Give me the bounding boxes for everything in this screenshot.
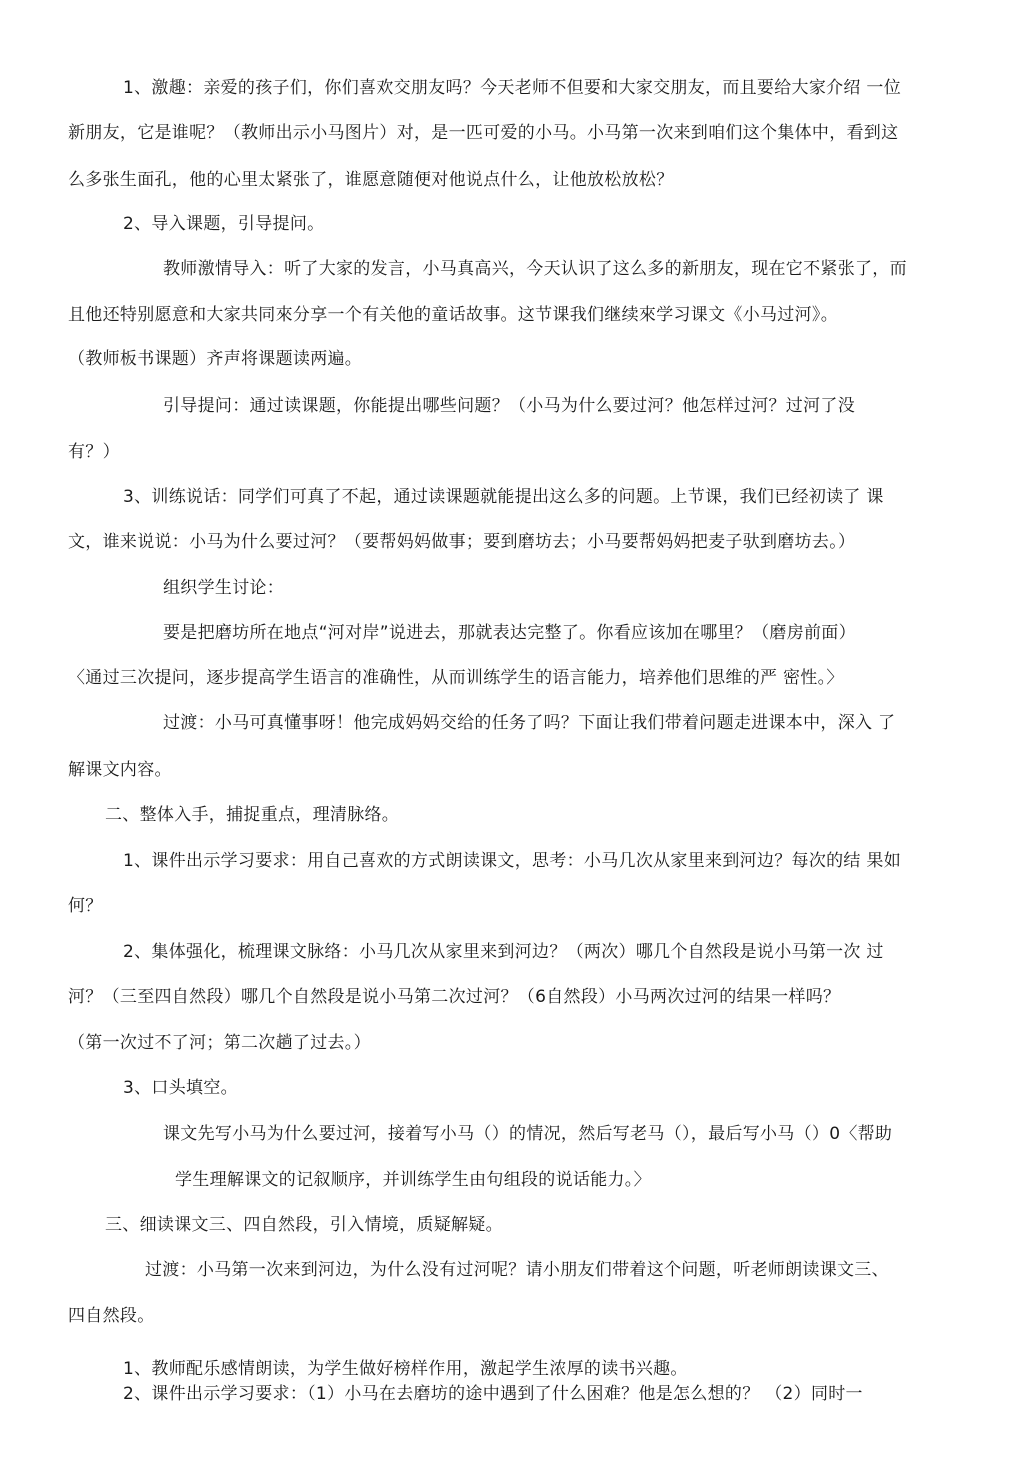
text-line: 过渡：小马第一次来到河边，为什么没有过河呢？请小朋友们带着这个问题，听老师朗读课文三、 [145,1260,889,1280]
text-line: 有？） [68,442,120,462]
text-line: 且他还特别愿意和大家共同來分享一个有关他的童话故事。这节课我们继续來学习课文《小马过河》。 [68,305,838,325]
text-line: 河？（三至四自然段）哪几个自然段是说小马第二次过河？（6自然段）小马两次过河的结果一样吗？ [68,987,841,1007]
text-line: 四自然段。 [68,1306,155,1326]
text-line: 组织学生讨论： [163,578,285,598]
section-heading: 二、整体入手，捕捉重点，理清脉络。 [105,805,400,825]
text-line: 〈通过三次提问，逐步提高学生语言的准确性，从而训练学生的语言能力，培养他们思维的严 密性。〉 [68,668,844,688]
text-line: （教师板书课题）齐声将课题读两遍。 [68,349,363,369]
text-line: 要是把磨坊所在地点“河对岸”说进去，那就表达完整了。你看应该加在哪里？（磨房前面） [163,623,856,643]
text-line: 学生理解课文的记叙顺序，并训练学生由句组段的说话能力。〉 [175,1170,651,1190]
section-heading: 三、细读课文三、四自然段，引入情境，质疑解疑。 [105,1215,503,1235]
text-line: 课文先写小马为什么要过河，接着写小马（）的情况，然后写老马（），最后写小马（）0〈帮助 [163,1124,893,1144]
text-line: 2、课件出示学习要求：（1）小马在去磨坊的途中遇到了什么困难？他是怎么想的？ （2）同时一 [123,1384,863,1404]
text-line: 过渡：小马可真懂事呀！他完成妈妈交给的任务了吗？下面让我们带着问题走进课本中，深入 了 [163,713,896,733]
text-line: 么多张生面孔，他的心里太紧张了，谁愿意随便对他说点什么，让他放松放松？ [68,170,674,190]
text-line: 3、训练说话：同学们可真了不起，通过读课题就能提出这么多的问题。上节课，我们已经初读了 课 [123,487,884,507]
text-line: 新朋友，它是谁呢？（教师出示小马图片）对，是一匹可爱的小马。小马第一次来到咱们这个集体中，看到这 [68,123,899,143]
text-line: 教师激情导入：听了大家的发言，小马真高兴，今天认识了这么多的新朋友，现在它不紧张了，而 [163,259,907,279]
text-line: 1、激趣：亲爱的孩子们，你们喜欢交朋友吗？今天老师不但要和大家交朋友，而且要给大家介绍 一位 [123,78,902,98]
text-line: 引导提问：通过读课题，你能提出哪些问题？（小马为什么要过河？他怎样过河？过河了没 [163,396,855,416]
text-line: 1、课件出示学习要求：用自己喜欢的方式朗读课文，思考：小马几次从家里来到河边？每次的结 果如 [123,851,902,871]
text-line: 解课文内容。 [68,760,172,780]
text-line: （第一次过不了河；第二次趟了过去。） [68,1033,371,1053]
text-line: 何？ [68,896,103,916]
text-line: 3、口头填空。 [123,1078,238,1098]
text-line: 2、集体强化，梳理课文脉络：小马几次从家里来到河边？（两次）哪几个自然段是说小马第一次 过 [123,942,884,962]
text-line: 文，谁来说说：小马为什么要过河？（要帮妈妈做事；要到磨坊去；小马要帮妈妈把麦子驮到磨坊去。） [68,532,856,552]
text-line: 1、教师配乐感情朗读，为学生做好榜样作用，激起学生浓厚的读书兴趣。 [123,1359,688,1379]
text-line: 2、导入课题，引导提问。 [123,214,325,234]
